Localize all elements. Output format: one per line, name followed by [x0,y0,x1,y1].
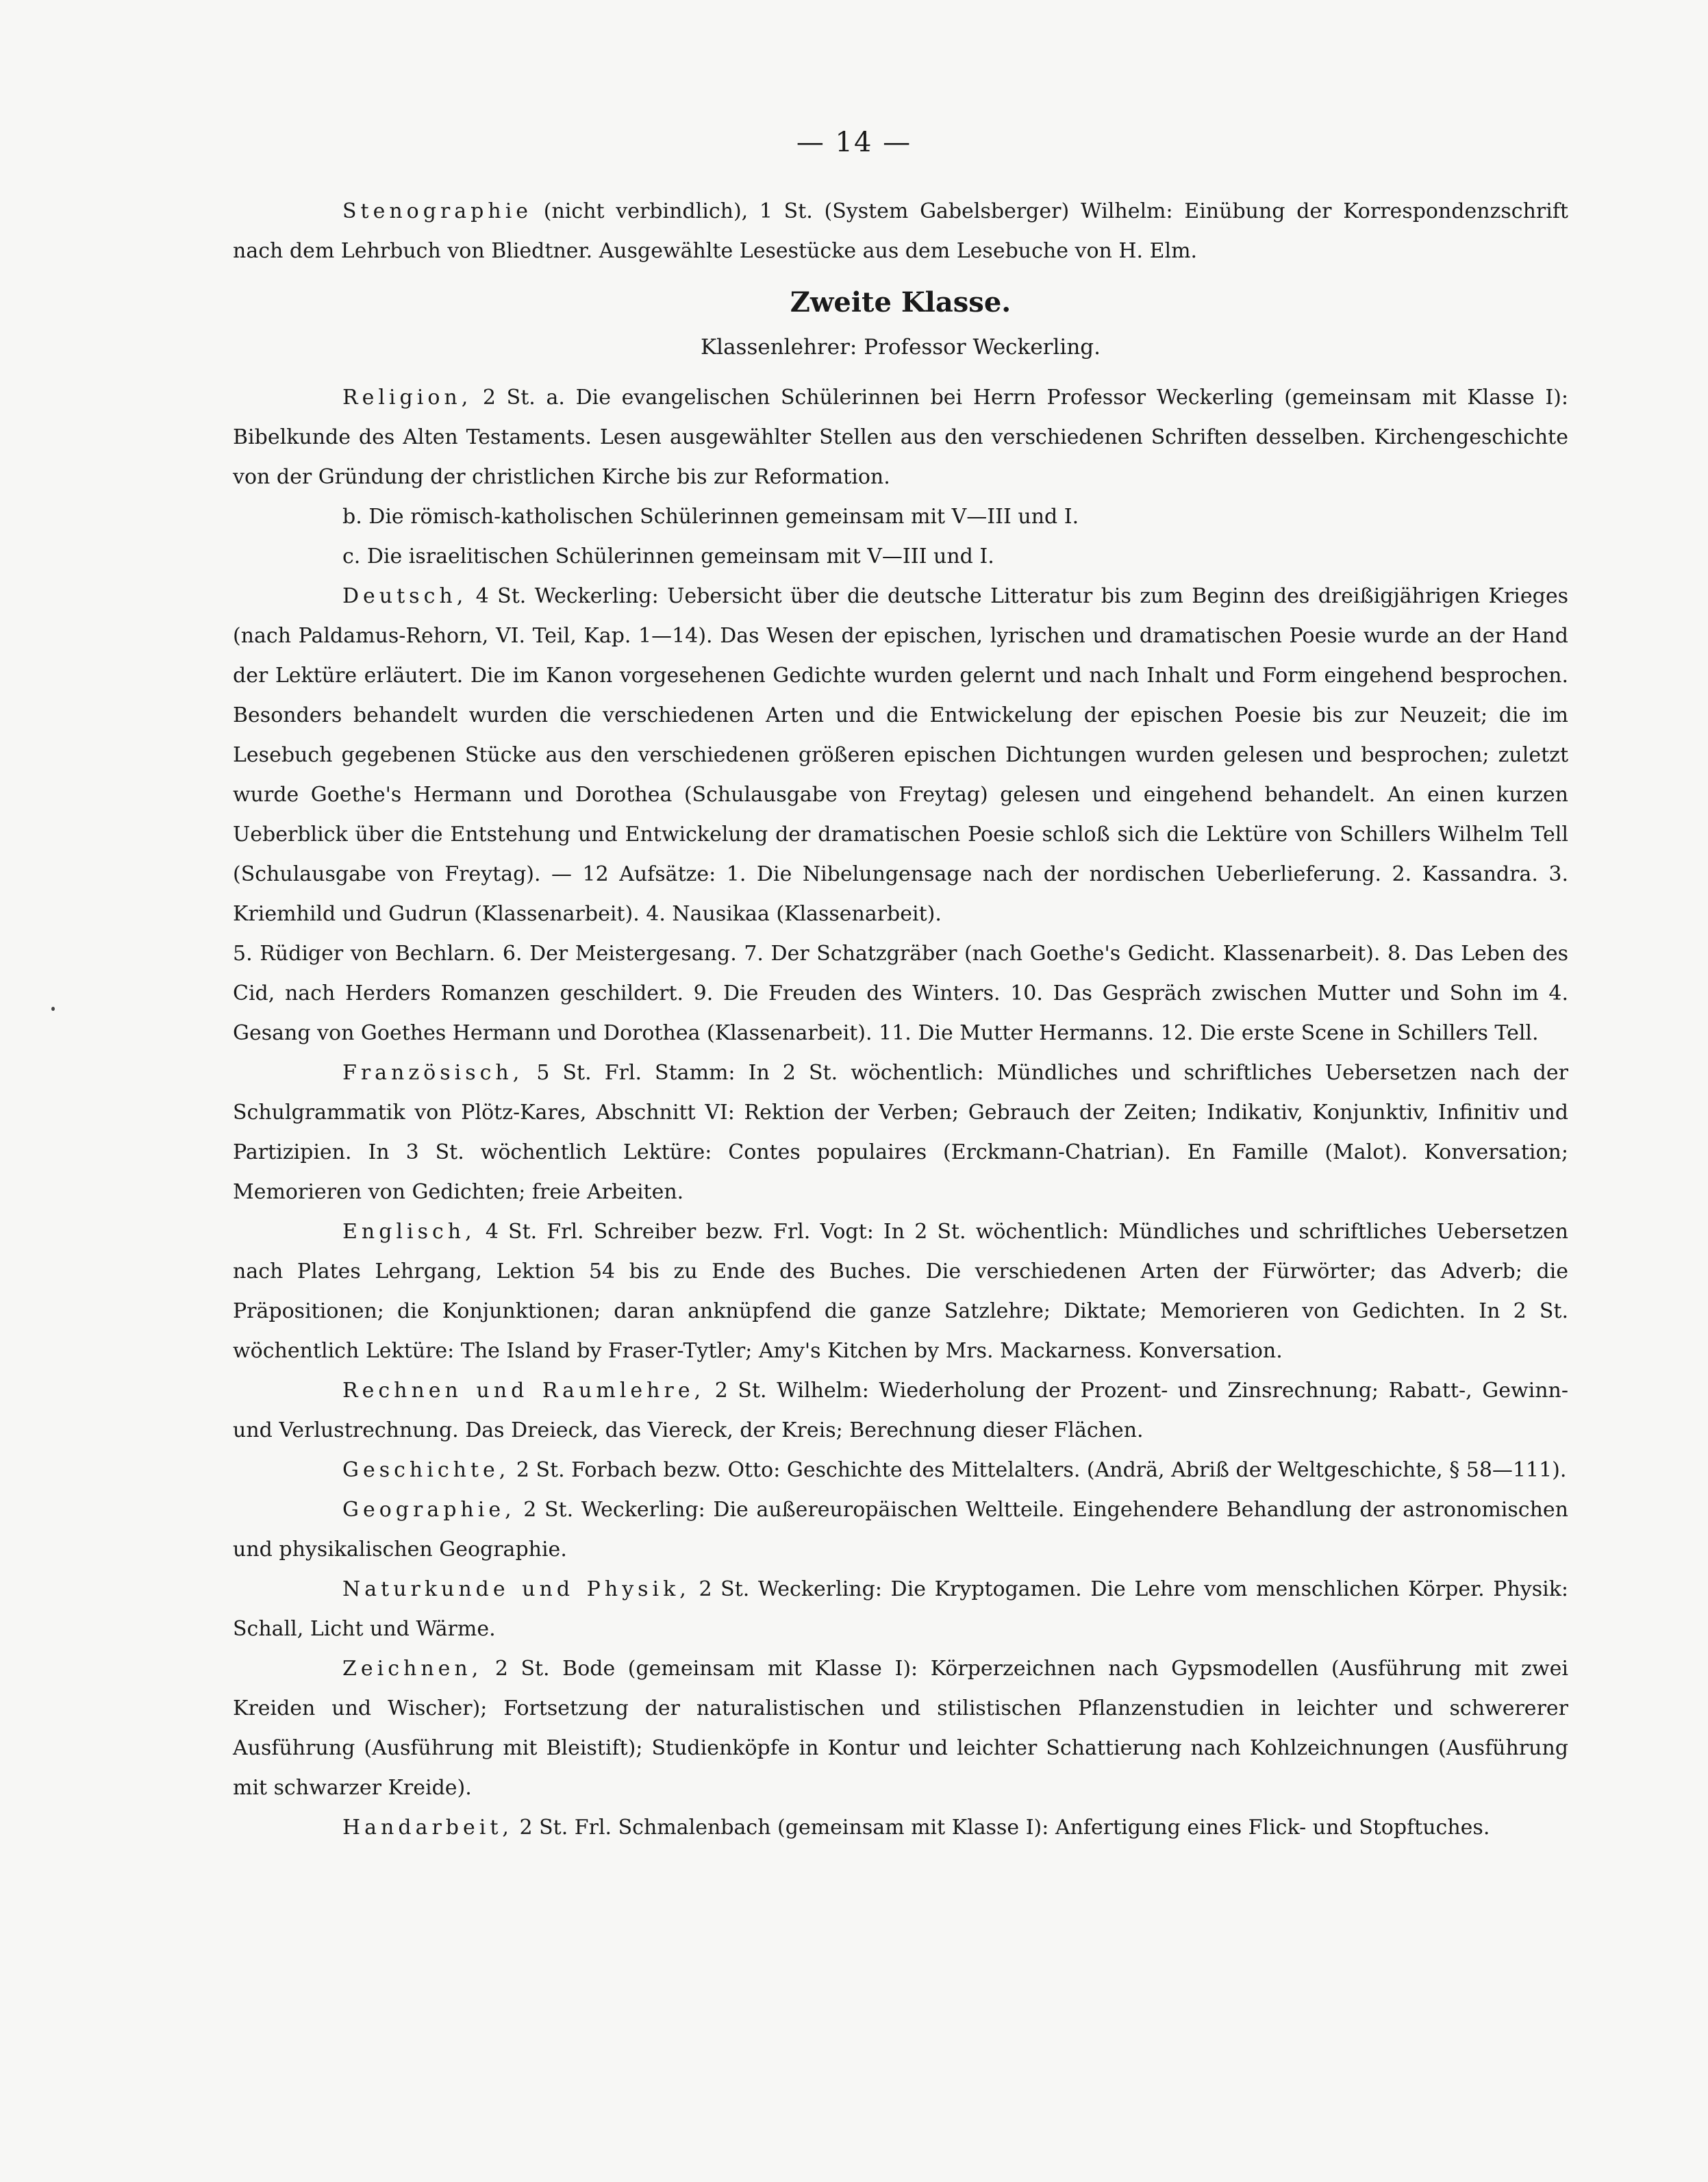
religion-item-b: b. Die römisch-katholischen Schülerinnen gemeinsam mit V—III und I. [342,505,1079,529]
page-body [233,192,1568,1848]
subject-religion: Religion, [342,386,473,410]
subject-geographie: Geographie, [342,1498,516,1522]
naturkunde-paragraph [233,1570,1568,1649]
franzoesisch-text: 5 St. Frl. Stamm: In 2 St. wöchentlich: Mündliches und schriftliches Uebersetzen nach der Schulgrammatik von Plötz-Kares, Abschnitt VI: Rektion der Verben; Gebrauch der Zeiten; Indikativ, Konjunktiv, Infinitiv und Partizipien. In 3 St. wöchentlich Lektüre: Contes populaires (Erckmann-Chatrian). En Famille (Malot). Konversation; Memorieren von Gedichten; freie Arbeiten. [233,1061,1568,1204]
englisch-text: 4 St. Frl. Schreiber bezw. Frl. Vogt: In 2 St. wöchentlich: Mündliches und schriftliches Uebersetzen nach Plates Lehrgang, Lektion 54 bis zu Ende des Buches. Die verschiedenen Arten der Fürwörter; das Adverb; die Präpositionen; die Konjunktionen; daran anknüpfend die ganze Satzlehre; Diktate; Memorieren von Gedichten. In 2 St. wöchentlich Lektüre: The Island by Fraser-Tytler; Amy's Kitchen by Mrs. Mackarness. Konversation. [233,1220,1569,1363]
rechnen-text: 2 St. Wilhelm: Wiederholung der Prozent- und Zinsrechnung; Rabatt-, Gewinn- und Verlustrechnung. Das Dreieck, das Viereck, der Kreis; Berechnung dieser Flächen. [233,1379,1568,1442]
subject-stenographie: Stenographie [342,199,533,223]
geschichte-text: 2 St. Forbach bezw. Otto: Geschichte des Mittelalters. (Andrä, Abriß der Weltgeschichte, § 58—111). [516,1458,1567,1482]
subject-rechnen: Rechnen und Raumlehre, [342,1379,705,1403]
religion-item-c: c. Die israelitischen Schülerinnen gemeinsam mit V—III und I. [342,544,994,568]
intro-paragraph [233,192,1568,271]
deutsch-essay-list: 5. Rüdiger von Bechlarn. 6. Der Meistergesang. 7. Der Schatzgräber (nach Goethe's Gedicht. Klassenarbeit). 8. Das Leben des Cid, nach Herders Romanzen geschildert. 9. Die Freuden des Winters. 10. Das Gespräch zwischen Mutter und Sohn im 4. Gesang von Goethes Hermann und Dorothea (Klassenarbeit). 11. Die Mutter Hermanns. 12. Die erste Scene in Schillers Tell. [233,942,1568,1045]
geographie-paragraph [233,1490,1568,1570]
zeichnen-paragraph [233,1649,1568,1808]
subject-englisch: Englisch, [342,1220,476,1244]
subject-handarbeit: Handarbeit, [342,1816,513,1840]
subject-naturkunde: Naturkunde und Physik, [342,1577,690,1601]
intro-text: (nicht verbindlich), 1 St. (System Gabelsberger) Wilhelm: Einübung der Korrespondenzschrift nach dem Lehrbuch von Bliedtner. Ausgewählte Lesestücke aus dem Lesebuche von H. Elm. [233,199,1568,263]
franzoesisch-paragraph [233,1053,1568,1212]
subject-deutsch: Deutsch, [342,584,468,608]
zeichnen-text: 2 St. Bode (gemeinsam mit Klasse I): Körperzeichnen nach Gypsmodellen (Ausführung mit zwei Kreiden und Wischer); Fortsetzung der naturalistischen und stilistischen Pflanzenstudien in leichter und schwererer Ausführung (Ausführung mit Bleistift); Studienköpfe in Kontur und leichter Schattierung nach Kohlzeichnungen (Ausführung mit schwarzer Kreide). [233,1657,1568,1800]
subject-franzoesisch: Französisch, [342,1061,524,1085]
section-heading: Zweite Klasse. [790,286,1012,318]
page-number: — 14 — [796,127,912,158]
geschichte-paragraph [233,1451,1568,1490]
scan-speck [51,1007,55,1011]
englisch-paragraph [233,1212,1568,1371]
subject-geschichte: Geschichte, [342,1458,510,1482]
rechnen-paragraph [233,1371,1568,1451]
religion-text: 2 St. a. Die evangelischen Schülerinnen bei Herrn Professor Weckerling (gemeinsam mit Klasse I): Bibelkunde des Alten Testaments. Lesen ausgewählter Stellen aus den verschiedenen Schriften desselben. Kirchengeschichte von der Gründung der christlichen Kirche bis zur Reformation. [233,386,1568,489]
class-teacher: Klassenlehrer: Professor Weckerling. [701,335,1101,360]
subject-zeichnen: Zeichnen, [342,1657,483,1681]
geographie-text: 2 St. Weckerling: Die außereuropäischen Weltteile. Eingehendere Behandlung der astronomischen und physikalischen Geographie. [233,1498,1568,1562]
naturkunde-text: 2 St. Weckerling: Die Kryptogamen. Die Lehre vom menschlichen Körper. Physik: Schall, Licht und Wärme. [233,1577,1568,1641]
deutsch-paragraph [233,577,1568,934]
handarbeit-paragraph [233,1808,1568,1848]
deutsch-text: 4 St. Weckerling: Uebersicht über die deutsche Litteratur bis zum Beginn des dreißigjährigen Krieges (nach Paldamus-Rehorn, VI. Teil, Kap. 1—14). Das Wesen der epischen, lyrischen und dramatischen Poesie wurde an der Hand der Lektüre erläutert. Die im Kanon vorgesehenen Gedichte wurden gelernt und nach Inhalt und Form eingehend besprochen. Besonders behandelt wurden die verschiedenen Arten und die Entwickelung der epischen Poesie bis zur Neuzeit; die im Lesebuch gegebenen Stücke aus den verschiedenen größeren epischen Dichtungen wurden gelesen und besprochen; zuletzt wurde Goethe's Hermann und Dorothea (Schulausgabe von Freytag) gelesen und eingehend behandelt. An einen kurzen Ueberblick über die Entstehung und Entwickelung der dramatischen Poesie schloß sich die Lektüre von Schillers Wilhelm Tell (Schulausgabe von Freytag). — 12 Aufsätze: 1. Die Nibelungensage nach der nordischen Ueberlieferung. 2. Kassandra. 3. Kriemhild und Gudrun (Klassenarbeit). 4. Nausikaa (Klassenarbeit). [233,584,1568,926]
religion-paragraph [233,378,1568,497]
handarbeit-text: 2 St. Frl. Schmalenbach (gemeinsam mit Klasse I): Anfertigung eines Flick- und Stopftuches. [519,1816,1490,1840]
